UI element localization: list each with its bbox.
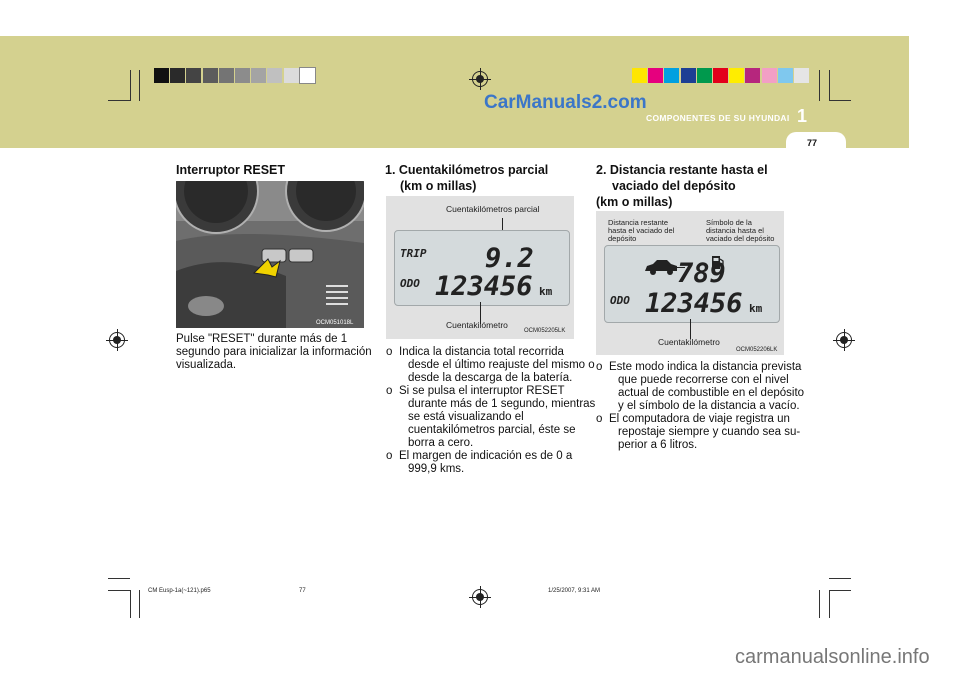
odo-value: 123456 (435, 271, 533, 302)
image-code: OCM052206LK (736, 347, 778, 353)
crop-mark (819, 70, 820, 101)
label-line: vaciado del depósito (706, 234, 775, 243)
crop-mark (829, 578, 851, 579)
color-swatch (778, 68, 793, 83)
crop-mark (108, 578, 130, 579)
color-swatch (664, 68, 679, 83)
bullet-line: El computadora de viaje registra un (609, 413, 790, 425)
section-heading-reset: Interruptor RESET (176, 163, 286, 177)
car-icon (643, 258, 679, 276)
bullet-line: Si se pulsa el interruptor RESET (399, 385, 565, 397)
footer-site-watermark[interactable]: carmanualsonline.info (735, 646, 930, 668)
image-code: OCM052205LK (524, 328, 566, 334)
color-swatch (648, 68, 663, 83)
paragraph-line: visualizada. (176, 359, 237, 371)
footer-date: 1/25/2007, 9:31 AM (548, 588, 601, 594)
range-value: 789 (677, 258, 726, 289)
reset-switch-photo (176, 181, 364, 328)
bullet-line: que puede recorrerse con el nivel (618, 374, 789, 386)
label-line: hasta el vaciado del (608, 226, 675, 235)
lcd-display (394, 230, 570, 306)
color-swatch (170, 68, 185, 83)
color-swatch (794, 68, 809, 83)
color-swatch (713, 68, 728, 83)
crop-mark (139, 70, 140, 101)
range-figure (596, 211, 784, 355)
bullet-line: Este modo indica la distancia prevista (609, 361, 802, 373)
odo-unit: km (749, 302, 763, 315)
color-swatch (762, 68, 777, 83)
odo-value: 123456 (645, 288, 743, 319)
bullet-marker: o (386, 385, 393, 397)
watermark[interactable]: CarManuals2.com (484, 92, 647, 113)
bullet-line: Indica la distancia total recorrida (399, 346, 564, 358)
odo-unit: km (539, 285, 553, 298)
bullet-marker: o (596, 413, 603, 425)
figure-label-left (608, 219, 674, 243)
color-swatch (219, 68, 234, 83)
callout-line (690, 319, 691, 339)
odo-indicator: ODO (400, 277, 420, 290)
trip-meter-figure (386, 196, 574, 339)
odo-indicator: ODO (610, 294, 630, 307)
chapter-header-band (0, 36, 909, 148)
bullet-marker: o (596, 361, 603, 373)
bullet-marker: o (386, 346, 393, 358)
label-line: distancia hasta el (706, 226, 764, 235)
color-swatch (154, 68, 169, 83)
lcd-display (604, 245, 780, 323)
crop-mark (829, 590, 830, 618)
figure-label: Cuentakilómetros parcial (446, 204, 540, 214)
section-heading-range: 2. Distancia restante hasta el (596, 163, 768, 177)
color-swatch (186, 68, 201, 83)
crop-mark (139, 590, 140, 618)
color-swatch (203, 68, 218, 83)
figure-label-right (706, 219, 774, 243)
trip-indicator: TRIP (400, 247, 427, 260)
bullet-line: cuentakilómetros parcial, éste se (408, 424, 576, 436)
registration-mark-icon (469, 586, 491, 608)
color-swatch (300, 68, 315, 83)
label-line: Símbolo de la (706, 218, 752, 227)
reset-paragraph (176, 333, 372, 372)
color-swatch (729, 68, 744, 83)
bullet-line: desde la descarga de la batería. (408, 372, 573, 384)
registration-mark-icon (833, 329, 855, 351)
color-swatch (632, 68, 647, 83)
bullet-line: actual de combustible en el depósito (618, 387, 805, 399)
chapter-title: COMPONENTES DE SU HYUNDAI (646, 113, 790, 123)
bullet-line: 999,9 kms. (408, 463, 465, 475)
bullet-line: borra a cero. (408, 437, 474, 449)
figure-label: Cuentakilómetro (446, 320, 508, 330)
registration-mark-icon (106, 329, 128, 351)
footer-page: 77 (299, 588, 306, 594)
paragraph-line: segundo para inicializar la información (176, 346, 372, 358)
bullet-line: perior a 6 litros. (618, 439, 698, 451)
section-heading-trip-units: (km o millas) (400, 179, 477, 193)
bullet-line: repostaje siempre y cuando sea su- (618, 426, 801, 438)
bullet-line: durante más de 1 segundo, mientras (408, 398, 596, 410)
figure-label: Cuentakilómetro (658, 337, 720, 347)
label-line: depósito (608, 234, 637, 243)
reset-switch-photo-graphic (176, 181, 364, 328)
color-swatch (284, 68, 299, 83)
registration-mark-icon (469, 68, 491, 90)
paragraph-line: Pulse "RESET" durante más de 1 (176, 333, 348, 345)
crop-mark (130, 590, 131, 618)
color-swatch (745, 68, 760, 83)
bullet-line: El margen de indicación es de 0 a (399, 450, 573, 462)
label-line: Distancia restante (608, 218, 669, 227)
chapter-number: 1 (797, 106, 808, 126)
crop-mark (108, 100, 130, 101)
color-swatch (697, 68, 712, 83)
page-number: 77 (807, 138, 818, 148)
bullet-line: desde el último reajuste del mismo o (408, 359, 595, 371)
trip-value: 9.2 (485, 243, 534, 274)
color-swatch (235, 68, 250, 83)
color-swatch (267, 68, 282, 83)
color-swatch (681, 68, 696, 83)
bullet-line: se está visualizando el (408, 411, 524, 423)
section-heading-trip: 1. Cuentakilómetros parcial (385, 163, 549, 177)
section-heading-range-line2: vaciado del depósito (612, 179, 736, 193)
crop-mark (829, 590, 851, 591)
crop-mark (130, 70, 131, 101)
footer-file: CM Eusp-1a(~121).p65 (148, 588, 211, 594)
bullet-line: y el símbolo de la distancia a vacío. (618, 400, 800, 412)
image-code: OCM051018L (316, 320, 354, 326)
color-swatch (251, 68, 266, 83)
crop-mark (829, 100, 851, 101)
bullet-marker: o (386, 450, 393, 462)
crop-mark (829, 70, 830, 101)
crop-mark (108, 590, 130, 591)
crop-mark (819, 590, 820, 618)
section-heading-range-units: (km o millas) (596, 195, 673, 209)
